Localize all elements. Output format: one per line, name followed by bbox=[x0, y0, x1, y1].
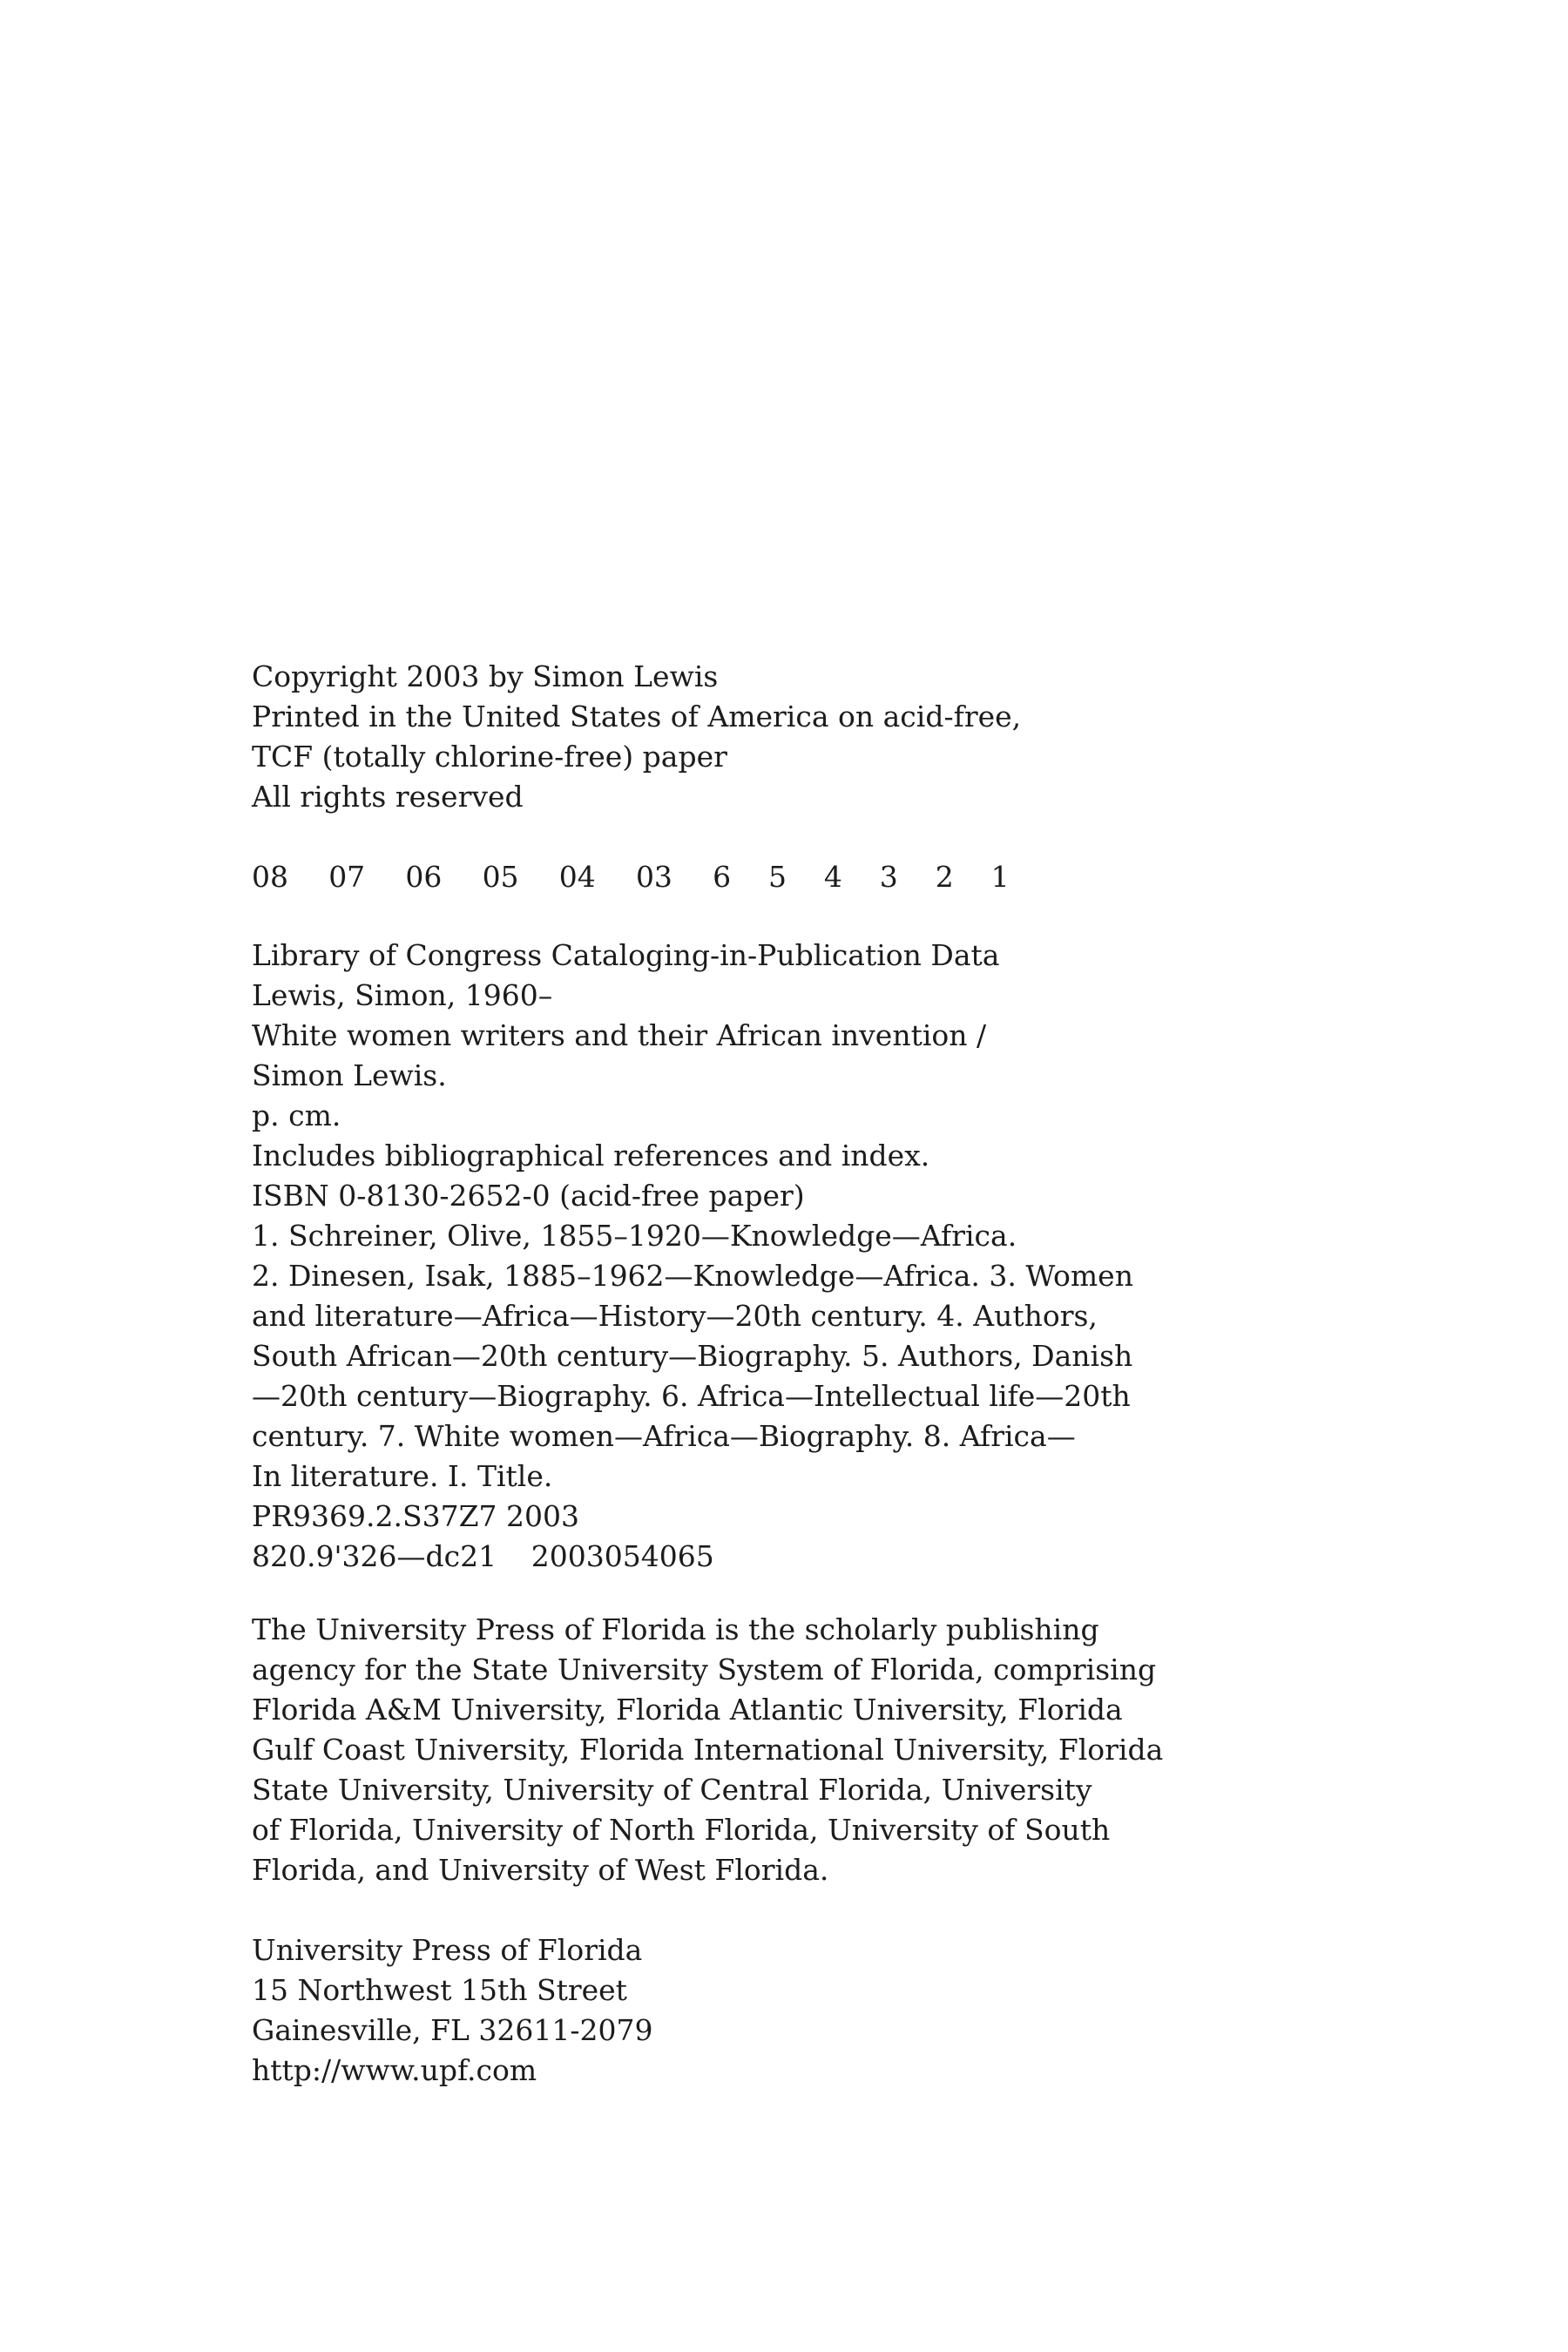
cip-data-block bbox=[252, 936, 1384, 1577]
year-number: 08 bbox=[252, 860, 288, 894]
cip-subject-line: century. 7. White women—Africa—Biography. 8. Africa— bbox=[252, 1419, 1076, 1453]
cip-classification-line bbox=[252, 1537, 1384, 1577]
press-street: 15 Northwest 15th Street bbox=[252, 1973, 627, 2007]
impression-number: 2 bbox=[935, 860, 954, 894]
cip-subject-line: In literature. I. Title. bbox=[252, 1459, 553, 1493]
cip-isbn: ISBN 0-8130-2652-0 (acid-free paper) bbox=[252, 1179, 805, 1213]
cip-lccn: 2003054065 bbox=[531, 1539, 714, 1573]
cip-title-author: Simon Lewis. bbox=[252, 1058, 447, 1092]
press-city: Gainesville, FL 32611-2079 bbox=[252, 2013, 653, 2047]
cip-title: White women writers and their African invention / bbox=[252, 1018, 987, 1052]
statement-line: Florida, and University of West Florida. bbox=[252, 1853, 829, 1887]
statement-line: agency for the State University System of Florida, comprising bbox=[252, 1652, 1157, 1686]
impression-number: 3 bbox=[879, 860, 898, 894]
cip-heading: Library of Congress Cataloging-in-Publication Data bbox=[252, 938, 1000, 972]
rights-line: All rights reserved bbox=[252, 780, 524, 814]
copyright-line: Copyright 2003 by Simon Lewis bbox=[252, 659, 719, 693]
statement-line: Florida A&M University, Florida Atlantic University, Florida bbox=[252, 1693, 1123, 1727]
cip-dewey: 820.9'326—dc21 bbox=[252, 1539, 497, 1573]
statement-line: of Florida, University of North Florida, University of South bbox=[252, 1813, 1111, 1847]
press-name: University Press of Florida bbox=[252, 1933, 643, 1967]
cip-physical: p. cm. bbox=[252, 1098, 341, 1132]
year-number: 05 bbox=[482, 860, 519, 894]
cip-call-number: PR9369.2.S37Z7 2003 bbox=[252, 1499, 580, 1533]
printing-number-line bbox=[252, 857, 1384, 897]
copyright-block bbox=[252, 657, 1384, 817]
year-number: 06 bbox=[405, 860, 443, 894]
statement-line: State University, University of Central Florida, University bbox=[252, 1773, 1092, 1807]
cip-note: Includes bibliographical references and index. bbox=[252, 1139, 930, 1173]
year-number: 07 bbox=[328, 860, 366, 894]
paper-line: TCF (totally chlorine-free) paper bbox=[252, 740, 727, 774]
statement-line: Gulf Coast University, Florida International University, Florida bbox=[252, 1733, 1164, 1767]
statement-line: The University Press of Florida is the scholarly publishing bbox=[252, 1612, 1099, 1646]
printing-numbers bbox=[252, 857, 1384, 897]
year-number: 03 bbox=[635, 860, 672, 894]
impression-number: 6 bbox=[713, 860, 732, 894]
impression-number: 1 bbox=[990, 860, 1010, 894]
printed-line: Printed in the United States of America on acid-free, bbox=[252, 700, 1022, 733]
press-website: http://www.upf.com bbox=[252, 2053, 537, 2087]
press-address bbox=[252, 1930, 1384, 2091]
cip-author: Lewis, Simon, 1960– bbox=[252, 978, 553, 1012]
cip-subject-line: 2. Dinesen, Isak, 1885–1962—Knowledge—Africa. 3. Women bbox=[252, 1259, 1133, 1293]
cip-subject-line: South African—20th century—Biography. 5. Authors, Danish bbox=[252, 1339, 1133, 1373]
impression-number: 5 bbox=[768, 860, 787, 894]
cip-subject-line: —20th century—Biography. 6. Africa—Intellectual life—20th bbox=[252, 1379, 1131, 1413]
press-statement bbox=[252, 1610, 1384, 1890]
cip-subject-line: 1. Schreiner, Olive, 1855–1920—Knowledge—Africa. bbox=[252, 1219, 1017, 1253]
impression-number: 4 bbox=[823, 860, 842, 894]
cip-subject-line: and literature—Africa—History—20th century. 4. Authors, bbox=[252, 1299, 1098, 1333]
year-number: 04 bbox=[558, 860, 596, 894]
